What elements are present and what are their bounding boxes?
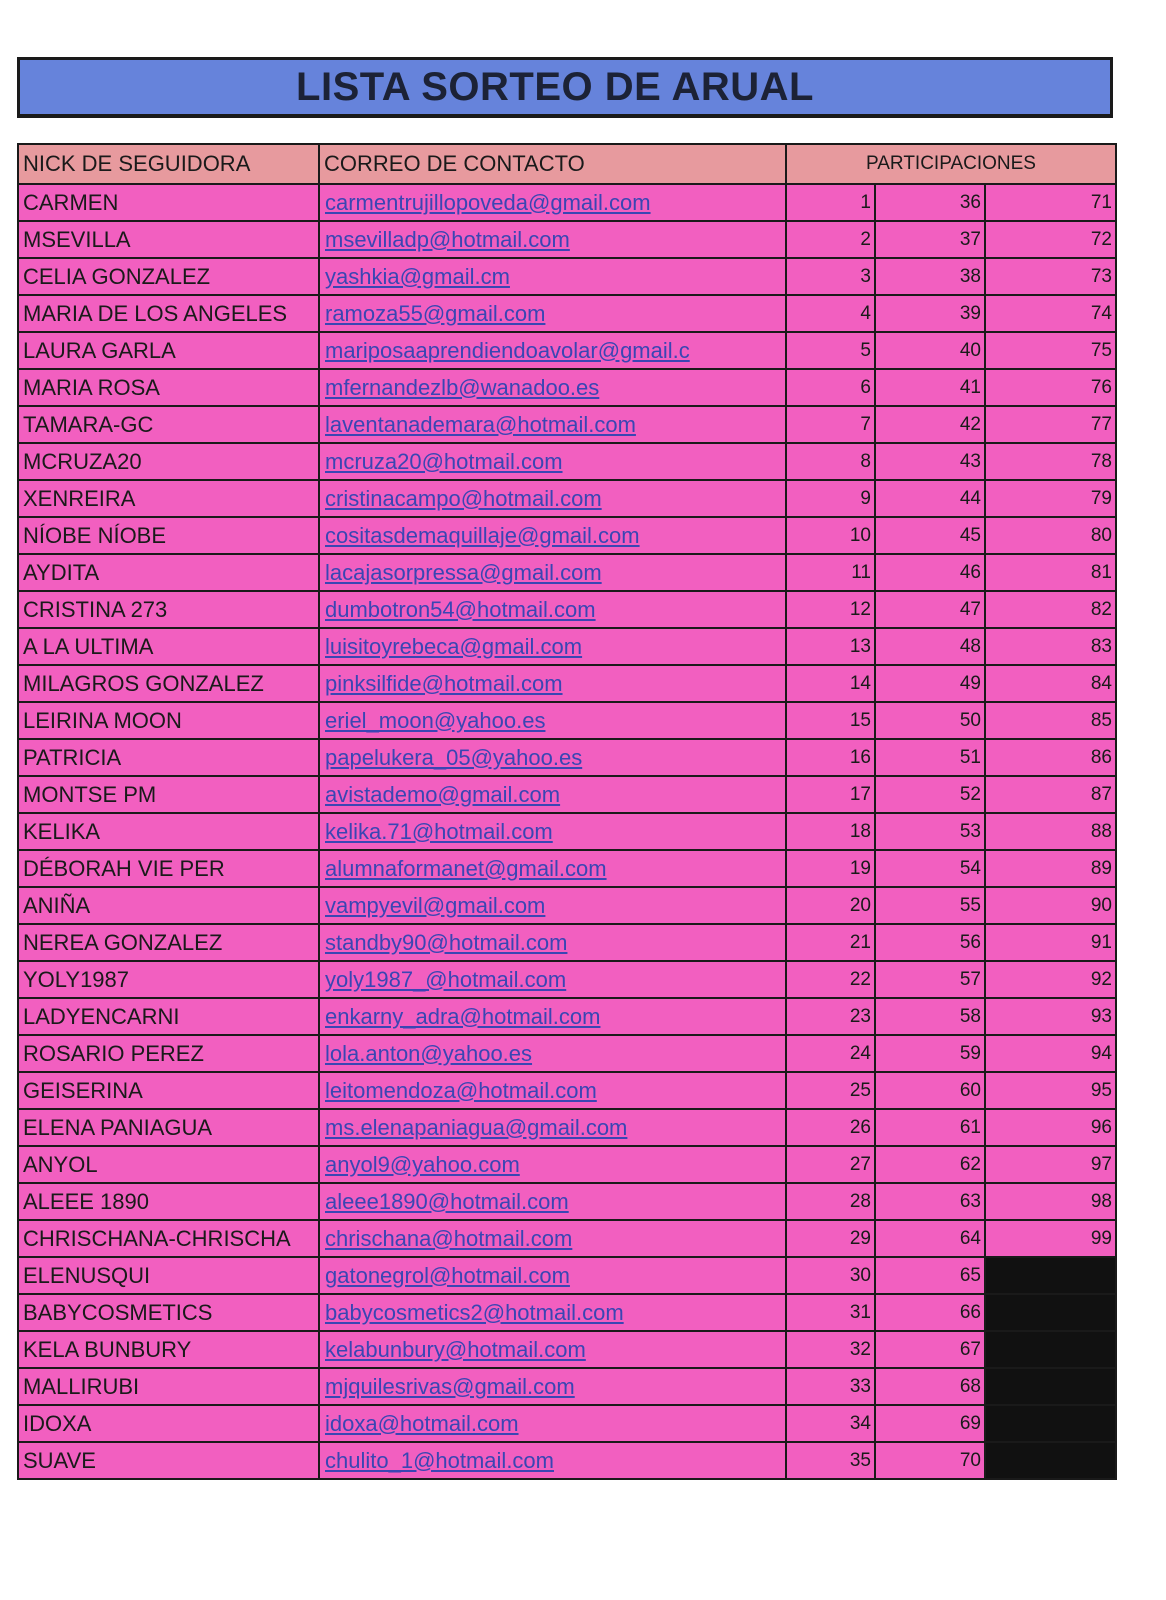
participation-number: 10	[786, 517, 875, 554]
email-link[interactable]: cositasdemaquillaje@gmail.com	[325, 522, 640, 548]
nick-cell: NÍOBE NÍOBE	[18, 517, 319, 554]
email-link[interactable]: laventanademara@hotmail.com	[325, 411, 636, 437]
email-link[interactable]: mjquilesrivas@gmail.com	[325, 1373, 575, 1399]
email-cell	[319, 1257, 786, 1294]
participation-number: 89	[985, 850, 1116, 887]
email-cell	[319, 961, 786, 998]
email-link[interactable]: leitomendoza@hotmail.com	[325, 1077, 597, 1103]
participation-number: 22	[786, 961, 875, 998]
header-email: CORREO DE CONTACTO	[319, 144, 786, 184]
table-row	[18, 813, 1116, 850]
participation-number: 98	[985, 1183, 1116, 1220]
participation-number: 13	[786, 628, 875, 665]
empty-cell	[985, 1368, 1116, 1405]
table-row	[18, 998, 1116, 1035]
participation-number: 28	[786, 1183, 875, 1220]
table-row	[18, 1146, 1116, 1183]
participation-number: 4	[786, 295, 875, 332]
table-row	[18, 702, 1116, 739]
nick-cell: BABYCOSMETICS	[18, 1294, 319, 1331]
participation-number: 65	[875, 1257, 985, 1294]
email-cell	[319, 591, 786, 628]
participation-number: 46	[875, 554, 985, 591]
email-cell	[319, 665, 786, 702]
email-cell	[319, 258, 786, 295]
participation-number: 54	[875, 850, 985, 887]
nick-cell: AYDITA	[18, 554, 319, 591]
email-link[interactable]: vampyevil@gmail.com	[325, 892, 546, 918]
email-link[interactable]: anyol9@yahoo.com	[325, 1151, 520, 1177]
nick-cell: CRISTINA 273	[18, 591, 319, 628]
email-cell	[319, 998, 786, 1035]
participation-number: 12	[786, 591, 875, 628]
participation-number: 79	[985, 480, 1116, 517]
nick-cell: MONTSE PM	[18, 776, 319, 813]
email-cell	[319, 628, 786, 665]
email-cell	[319, 517, 786, 554]
participation-number: 2	[786, 221, 875, 258]
table-row	[18, 850, 1116, 887]
participation-number: 91	[985, 924, 1116, 961]
table-row	[18, 332, 1116, 369]
email-cell	[319, 702, 786, 739]
email-link[interactable]: yoly1987_@hotmail.com	[325, 966, 567, 992]
participation-number: 45	[875, 517, 985, 554]
table-row	[18, 1072, 1116, 1109]
empty-cell	[985, 1257, 1116, 1294]
nick-cell: DÉBORAH VIE PER	[18, 850, 319, 887]
email-link[interactable]: lola.anton@yahoo.es	[325, 1040, 533, 1066]
participation-number: 78	[985, 443, 1116, 480]
participation-number: 66	[875, 1294, 985, 1331]
participation-number: 53	[875, 813, 985, 850]
participation-number: 87	[985, 776, 1116, 813]
participation-number: 83	[985, 628, 1116, 665]
header-participations: PARTICIPACIONES	[786, 144, 1116, 184]
table-row	[18, 1331, 1116, 1368]
table-row	[18, 924, 1116, 961]
nick-cell: ELENUSQUI	[18, 1257, 319, 1294]
nick-cell: KELA BUNBURY	[18, 1331, 319, 1368]
email-link[interactable]: lacajasorpressa@gmail.com	[325, 559, 602, 585]
table-row	[18, 1294, 1116, 1331]
nick-cell: KELIKA	[18, 813, 319, 850]
email-link[interactable]: standby90@hotmail.com	[325, 929, 568, 955]
email-cell	[319, 1146, 786, 1183]
participation-number: 93	[985, 998, 1116, 1035]
table-row	[18, 1183, 1116, 1220]
email-link[interactable]: alumnaformanet@gmail.com	[325, 855, 607, 881]
empty-cell	[985, 1294, 1116, 1331]
participation-number: 62	[875, 1146, 985, 1183]
participation-number: 44	[875, 480, 985, 517]
email-cell	[319, 554, 786, 591]
email-cell	[319, 406, 786, 443]
participation-number: 11	[786, 554, 875, 591]
email-link[interactable]: chulito_1@hotmail.com	[325, 1447, 554, 1473]
participation-number: 97	[985, 1146, 1116, 1183]
participation-number: 3	[786, 258, 875, 295]
participation-number: 38	[875, 258, 985, 295]
table-row	[18, 1035, 1116, 1072]
nick-cell: MARIA ROSA	[18, 369, 319, 406]
participation-number: 1	[786, 184, 875, 221]
header-nick: NICK DE SEGUIDORA	[18, 144, 319, 184]
nick-cell: ALEEE 1890	[18, 1183, 319, 1220]
table-row	[18, 1405, 1116, 1442]
table-row	[18, 554, 1116, 591]
empty-cell	[985, 1331, 1116, 1368]
email-link[interactable]: ramoza55@gmail.com	[325, 300, 546, 326]
table-row	[18, 295, 1116, 332]
email-cell	[319, 1109, 786, 1146]
table-row	[18, 184, 1116, 221]
participation-number: 72	[985, 221, 1116, 258]
participation-number: 9	[786, 480, 875, 517]
table-row	[18, 628, 1116, 665]
participation-number: 25	[786, 1072, 875, 1109]
participation-number: 57	[875, 961, 985, 998]
email-cell	[319, 1442, 786, 1479]
table-row	[18, 591, 1116, 628]
participation-number: 99	[985, 1220, 1116, 1257]
nick-cell: ANIÑA	[18, 887, 319, 924]
participation-number: 76	[985, 369, 1116, 406]
participation-number: 75	[985, 332, 1116, 369]
nick-cell: IDOXA	[18, 1405, 319, 1442]
participation-number: 82	[985, 591, 1116, 628]
participation-number: 50	[875, 702, 985, 739]
nick-cell: MARIA DE LOS ANGELES	[18, 295, 319, 332]
participation-number: 15	[786, 702, 875, 739]
email-link[interactable]: kelabunbury@hotmail.com	[325, 1336, 586, 1362]
email-cell	[319, 813, 786, 850]
participation-number: 32	[786, 1331, 875, 1368]
participation-number: 74	[985, 295, 1116, 332]
participation-number: 63	[875, 1183, 985, 1220]
participation-number: 6	[786, 369, 875, 406]
table-row	[18, 221, 1116, 258]
nick-cell: MILAGROS GONZALEZ	[18, 665, 319, 702]
nick-cell: PATRICIA	[18, 739, 319, 776]
participation-number: 23	[786, 998, 875, 1035]
participation-number: 92	[985, 961, 1116, 998]
title-banner	[17, 57, 1113, 118]
participation-number: 30	[786, 1257, 875, 1294]
participation-number: 85	[985, 702, 1116, 739]
email-link[interactable]: eriel_moon@yahoo.es	[325, 707, 546, 733]
participation-number: 37	[875, 221, 985, 258]
participation-number: 95	[985, 1072, 1116, 1109]
participation-number: 43	[875, 443, 985, 480]
email-link[interactable]: dumbotron54@hotmail.com	[325, 596, 596, 622]
table-row	[18, 887, 1116, 924]
participation-number: 19	[786, 850, 875, 887]
table-row	[18, 776, 1116, 813]
nick-cell: GEISERINA	[18, 1072, 319, 1109]
table-row	[18, 406, 1116, 443]
email-link[interactable]: aleee1890@hotmail.com	[325, 1188, 569, 1214]
email-link[interactable]: mariposaaprendiendoavolar@gmail.c	[325, 337, 690, 363]
participation-number: 58	[875, 998, 985, 1035]
empty-cell	[985, 1442, 1116, 1479]
table-row	[18, 1368, 1116, 1405]
participation-number: 21	[786, 924, 875, 961]
participation-number: 48	[875, 628, 985, 665]
email-cell	[319, 1072, 786, 1109]
email-cell	[319, 443, 786, 480]
nick-cell: MCRUZA20	[18, 443, 319, 480]
email-link[interactable]: mcruza20@hotmail.com	[325, 448, 563, 474]
email-cell	[319, 295, 786, 332]
email-cell	[319, 1035, 786, 1072]
email-cell	[319, 776, 786, 813]
participation-number: 52	[875, 776, 985, 813]
participation-number: 18	[786, 813, 875, 850]
participation-number: 5	[786, 332, 875, 369]
table-row	[18, 480, 1116, 517]
participation-number: 67	[875, 1331, 985, 1368]
nick-cell: ROSARIO PEREZ	[18, 1035, 319, 1072]
participation-number: 41	[875, 369, 985, 406]
email-cell	[319, 1368, 786, 1405]
participation-number: 29	[786, 1220, 875, 1257]
participation-number: 56	[875, 924, 985, 961]
table-row	[18, 665, 1116, 702]
participation-number: 94	[985, 1035, 1116, 1072]
email-link[interactable]: idoxa@hotmail.com	[325, 1410, 519, 1436]
nick-cell: XENREIRA	[18, 480, 319, 517]
email-link[interactable]: ms.elenapaniagua@gmail.com	[325, 1114, 628, 1140]
participation-number: 84	[985, 665, 1116, 702]
participation-number: 90	[985, 887, 1116, 924]
participation-number: 86	[985, 739, 1116, 776]
nick-cell: A LA ULTIMA	[18, 628, 319, 665]
table-row	[18, 961, 1116, 998]
participation-number: 71	[985, 184, 1116, 221]
table-row	[18, 1109, 1116, 1146]
email-cell	[319, 221, 786, 258]
participation-number: 69	[875, 1405, 985, 1442]
participation-number: 55	[875, 887, 985, 924]
nick-cell: MSEVILLA	[18, 221, 319, 258]
table-row	[18, 1257, 1116, 1294]
participation-number: 70	[875, 1442, 985, 1479]
email-cell	[319, 1220, 786, 1257]
email-cell	[319, 369, 786, 406]
email-link[interactable]: luisitoyrebeca@gmail.com	[325, 633, 583, 659]
email-link[interactable]: yashkia@gmail.cm	[325, 263, 510, 289]
participation-number: 59	[875, 1035, 985, 1072]
participation-number: 20	[786, 887, 875, 924]
email-link[interactable]: msevilladp@hotmail.com	[325, 226, 570, 252]
nick-cell: LAURA GARLA	[18, 332, 319, 369]
table-row	[18, 739, 1116, 776]
email-cell	[319, 332, 786, 369]
nick-cell: CARMEN	[18, 184, 319, 221]
participation-number: 77	[985, 406, 1116, 443]
nick-cell: ANYOL	[18, 1146, 319, 1183]
email-link[interactable]: babycosmetics2@hotmail.com	[325, 1299, 624, 1325]
table-body	[18, 184, 1116, 1479]
email-cell	[319, 924, 786, 961]
email-link[interactable]: papelukera_05@yahoo.es	[325, 744, 583, 770]
email-cell	[319, 850, 786, 887]
email-cell	[319, 887, 786, 924]
email-cell	[319, 739, 786, 776]
nick-cell: MALLIRUBI	[18, 1368, 319, 1405]
participation-number: 81	[985, 554, 1116, 591]
participation-number: 17	[786, 776, 875, 813]
table-row	[18, 1442, 1116, 1479]
nick-cell: SUAVE	[18, 1442, 319, 1479]
participation-number: 33	[786, 1368, 875, 1405]
participants-table	[17, 143, 1117, 1480]
email-link[interactable]: avistademo@gmail.com	[325, 781, 561, 807]
email-cell	[319, 1294, 786, 1331]
participation-number: 47	[875, 591, 985, 628]
email-cell	[319, 1331, 786, 1368]
participation-number: 88	[985, 813, 1116, 850]
email-link[interactable]: kelika.71@hotmail.com	[325, 818, 553, 844]
email-cell	[319, 480, 786, 517]
participation-number: 61	[875, 1109, 985, 1146]
participation-number: 51	[875, 739, 985, 776]
email-link[interactable]: cristinacampo@hotmail.com	[325, 485, 602, 511]
participation-number: 73	[985, 258, 1116, 295]
participation-number: 39	[875, 295, 985, 332]
table-row	[18, 517, 1116, 554]
participation-number: 27	[786, 1146, 875, 1183]
participation-number: 64	[875, 1220, 985, 1257]
participation-number: 36	[875, 184, 985, 221]
participation-number: 96	[985, 1109, 1116, 1146]
participation-number: 40	[875, 332, 985, 369]
nick-cell: LEIRINA MOON	[18, 702, 319, 739]
participation-number: 26	[786, 1109, 875, 1146]
nick-cell: CELIA GONZALEZ	[18, 258, 319, 295]
participation-number: 49	[875, 665, 985, 702]
nick-cell: CHRISCHANA-CHRISCHA	[18, 1220, 319, 1257]
participation-number: 34	[786, 1405, 875, 1442]
email-cell	[319, 1183, 786, 1220]
email-link[interactable]: pinksilfide@hotmail.com	[325, 670, 563, 696]
table-row	[18, 369, 1116, 406]
participation-number: 31	[786, 1294, 875, 1331]
participation-number: 14	[786, 665, 875, 702]
nick-cell: YOLY1987	[18, 961, 319, 998]
email-link[interactable]: carmentrujillopoveda@gmail.com	[325, 189, 651, 215]
participation-number: 80	[985, 517, 1116, 554]
email-cell	[319, 1405, 786, 1442]
table-row	[18, 443, 1116, 480]
nick-cell: TAMARA-GC	[18, 406, 319, 443]
email-link[interactable]: enkarny_adra@hotmail.com	[325, 1003, 601, 1029]
participation-number: 16	[786, 739, 875, 776]
participation-number: 8	[786, 443, 875, 480]
table-header-row	[18, 144, 1116, 184]
email-link[interactable]: chrischana@hotmail.com	[325, 1225, 573, 1251]
participation-number: 42	[875, 406, 985, 443]
participation-number: 35	[786, 1442, 875, 1479]
participation-number: 68	[875, 1368, 985, 1405]
page-title: LISTA SORTEO DE ARUAL	[296, 64, 814, 109]
empty-cell	[985, 1405, 1116, 1442]
participation-number: 24	[786, 1035, 875, 1072]
table-row	[18, 1220, 1116, 1257]
table-row	[18, 258, 1116, 295]
email-cell	[319, 184, 786, 221]
nick-cell: NEREA GONZALEZ	[18, 924, 319, 961]
email-link[interactable]: gatonegrol@hotmail.com	[325, 1262, 570, 1288]
participation-number: 60	[875, 1072, 985, 1109]
nick-cell: LADYENCARNI	[18, 998, 319, 1035]
participation-number: 7	[786, 406, 875, 443]
nick-cell: ELENA PANIAGUA	[18, 1109, 319, 1146]
email-link[interactable]: mfernandezlb@wanadoo.es	[325, 374, 600, 400]
